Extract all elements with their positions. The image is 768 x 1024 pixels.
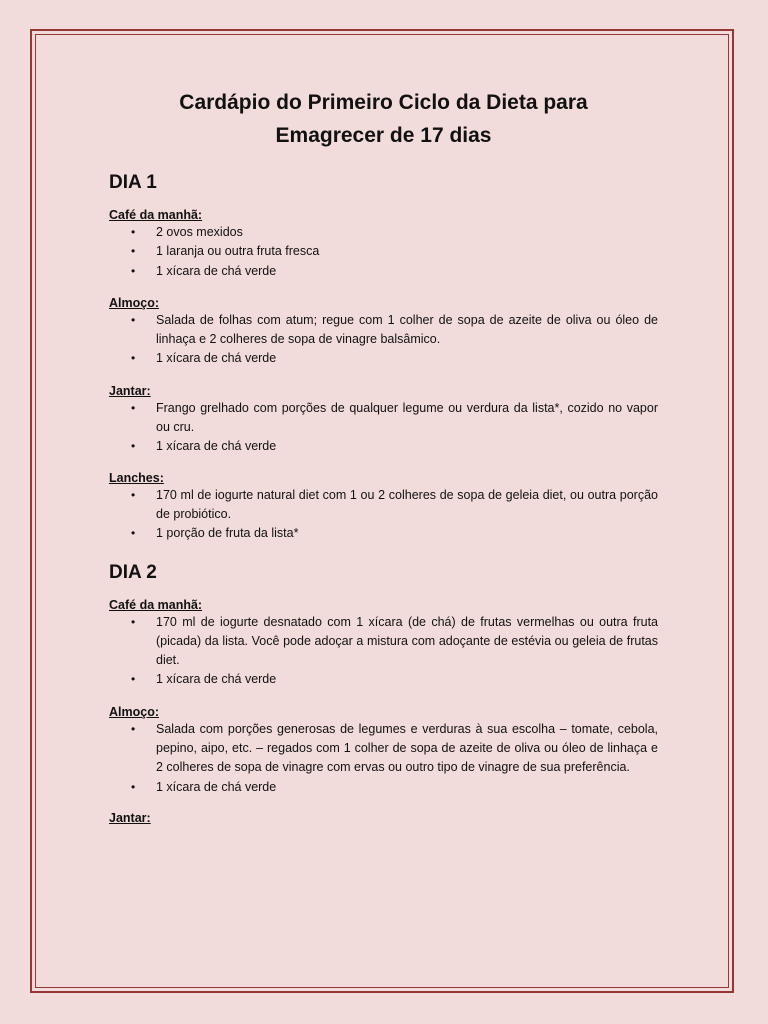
item-list bbox=[109, 720, 658, 797]
title-line-1: Cardápio do Primeiro Ciclo da Dieta para bbox=[179, 91, 588, 114]
item-list bbox=[109, 486, 658, 544]
section-label: Jantar: bbox=[109, 383, 151, 398]
bullet-icon: • bbox=[131, 614, 136, 629]
bullet-icon: • bbox=[131, 487, 136, 502]
list-item: • 1 xícara de chá verde bbox=[109, 670, 658, 689]
bullet-icon: • bbox=[131, 439, 136, 454]
bullet-icon: • bbox=[131, 225, 136, 239]
list-item: • Salada de folhas com atum; regue com 1 colher de sopa de azeite de oliva ou óleo de linhaça e 2 colheres de sopa de vinagre balsâmico. bbox=[131, 312, 658, 347]
bullet-icon: • bbox=[131, 672, 136, 687]
bullet-icon: • bbox=[131, 400, 136, 415]
list-item: • 1 xícara de chá verde bbox=[109, 349, 658, 368]
title-line-2: Emagrecer de 17 dias bbox=[275, 124, 492, 147]
list-item: • 1 laranja ou outra fruta fresca bbox=[109, 242, 658, 261]
day-heading: DIA 1 bbox=[109, 172, 157, 193]
item-list bbox=[109, 613, 658, 690]
section-label: Café da manhã: bbox=[109, 597, 203, 612]
section-label: Almoço: bbox=[109, 704, 159, 719]
document-title bbox=[109, 86, 658, 152]
list-item: • 1 xícara de chá verde bbox=[109, 437, 658, 456]
list-item: • 170 ml de iogurte natural diet com 1 ou 2 colheres de sopa de geleia diet, ou outra porção de probiótico. bbox=[131, 487, 658, 521]
list-item: • Salada com porções generosas de legumes e verduras à sua escolha – tomate, cebola, pepino, aipo, etc. – regados com 1 colher de sopa de azeite de oliva ou óleo de linhaça e 2 colheres de sopa de vinagre com ervas ou outro tipo de vinagre de sua preferência. bbox=[131, 721, 658, 775]
bullet-icon: • bbox=[131, 351, 136, 366]
bullet-icon: • bbox=[131, 244, 136, 259]
list-item: • 2 ovos mexidos bbox=[109, 223, 658, 242]
bullet-icon: • bbox=[131, 526, 136, 541]
list-item: • Frango grelhado com porções de qualquer legume ou verdura da lista*, cozido no vapor ou cru. bbox=[131, 400, 658, 435]
section-label: Almoço: bbox=[109, 295, 159, 310]
day-heading: DIA 2 bbox=[109, 561, 157, 583]
item-list bbox=[109, 399, 658, 457]
list-item: • 170 ml de iogurte desnatado com 1 xícara (de chá) de frutas vermelhas ou outra fruta (picada) da lista. Você pode adoçar a mistura com adoçante de estévia ou geleia de frutas diet. bbox=[131, 614, 658, 668]
document-content bbox=[109, 86, 658, 826]
bullet-icon: • bbox=[131, 779, 136, 794]
section-label: Jantar: bbox=[109, 810, 151, 825]
bullet-icon: • bbox=[131, 263, 136, 278]
list-item: • 1 xícara de chá verde bbox=[109, 778, 658, 797]
list-item: • 1 xícara de chá verde bbox=[109, 262, 658, 281]
section-label: Café da manhã: bbox=[109, 208, 203, 222]
bullet-icon: • bbox=[131, 721, 136, 736]
bullet-icon: • bbox=[131, 312, 136, 327]
item-list bbox=[109, 223, 658, 281]
section-label: Lanches: bbox=[109, 470, 164, 485]
list-item: • 1 porção de fruta da lista* bbox=[109, 524, 658, 543]
item-list bbox=[109, 311, 658, 369]
